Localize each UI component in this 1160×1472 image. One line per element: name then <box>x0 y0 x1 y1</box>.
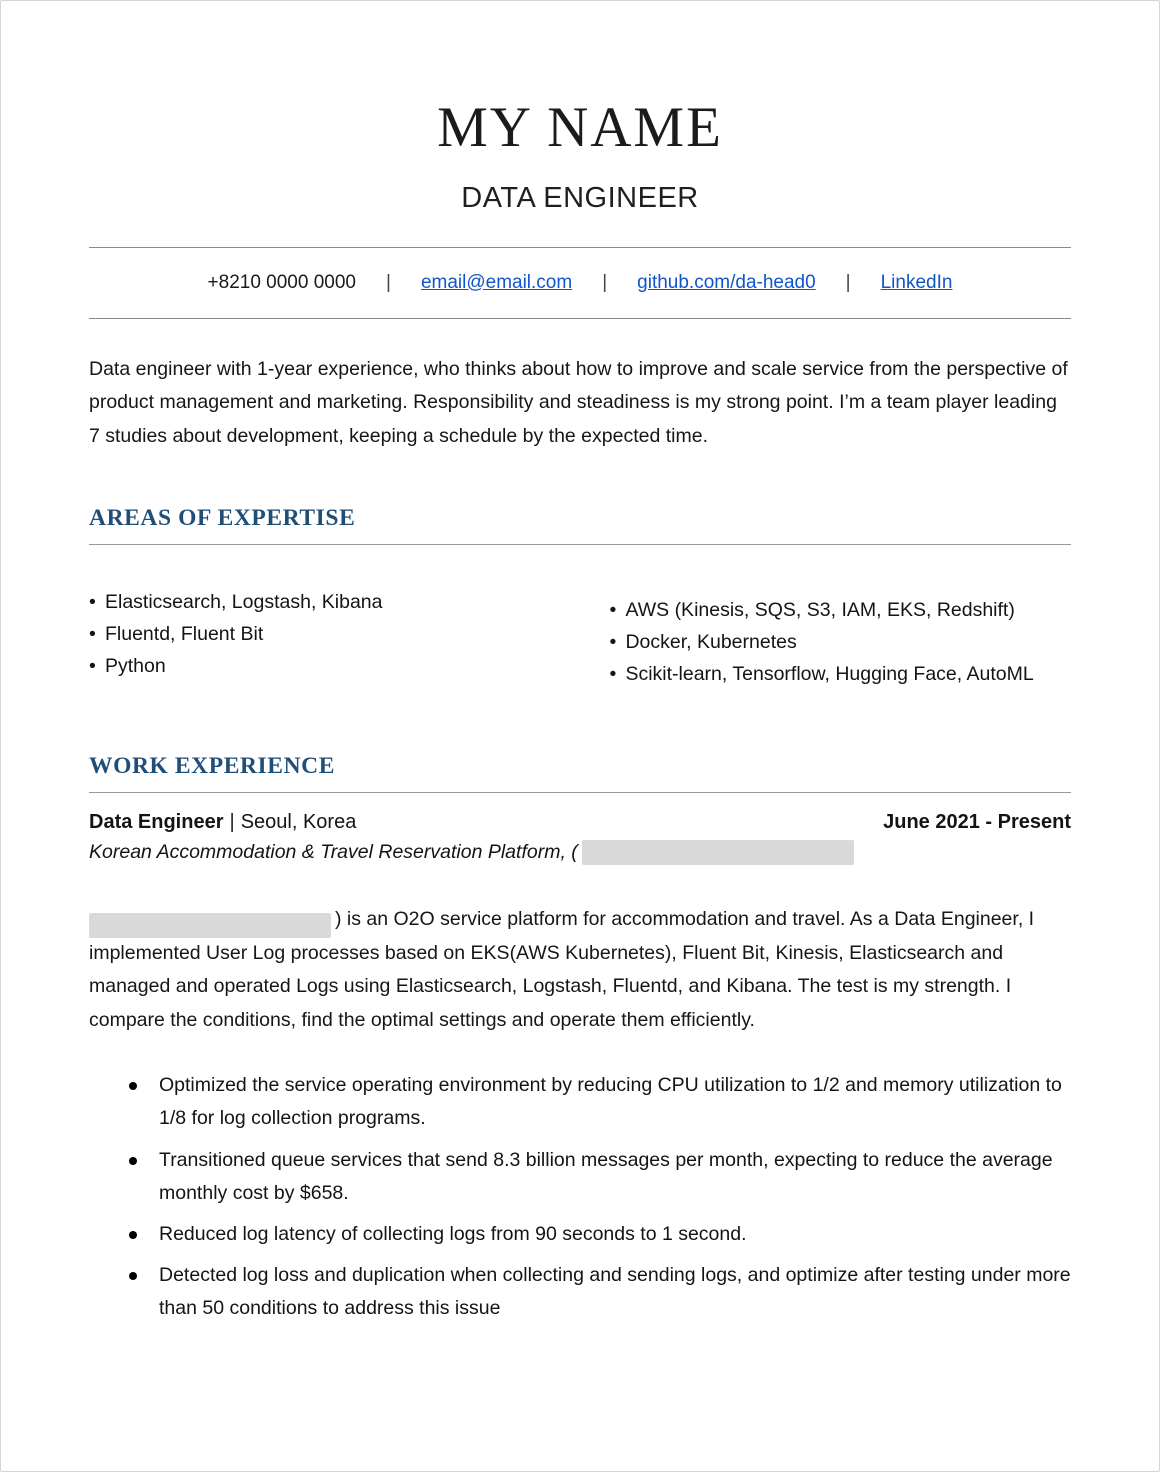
github-link[interactable]: github.com/da-head0 <box>637 271 816 293</box>
linkedin-link[interactable]: LinkedIn <box>880 271 953 293</box>
bullet-dot-icon <box>129 1272 137 1280</box>
achievement-text: Reduced log latency of collecting logs from 90 seconds to 1 second. <box>159 1222 747 1245</box>
list-item <box>609 595 1071 627</box>
skill-text: Python <box>105 655 166 678</box>
expertise-column-right <box>609 595 1071 691</box>
job-title: Data Engineer <box>89 811 224 834</box>
list-item <box>89 587 609 619</box>
job-dates: June 2021 - Present <box>883 811 1071 834</box>
achievement-text: Optimized the service operating environment by reducing CPU utilization to 1/2 and memory utilization to 1/8 for log collection programs. <box>159 1074 1062 1130</box>
bullet-glyph: • <box>89 655 96 678</box>
skill-list-left <box>89 587 609 683</box>
list-item <box>89 1069 1071 1135</box>
skill-text: Scikit-learn, Tensorflow, Hugging Face, AutoML <box>625 663 1034 686</box>
section-divider <box>89 792 1071 793</box>
bullet-glyph: • <box>89 623 96 646</box>
redacted-company-name <box>582 840 854 865</box>
list-item <box>609 627 1071 659</box>
redacted-company-name <box>89 913 331 938</box>
skill-text: AWS (Kinesis, SQS, S3, IAM, EKS, Redshift) <box>625 599 1015 622</box>
section-heading-expertise: AREAS OF EXPERTISE <box>89 505 356 532</box>
job-achievements-list <box>89 1069 1071 1325</box>
contact-row <box>89 248 1071 318</box>
list-item <box>89 1144 1071 1210</box>
skill-text: Docker, Kubernetes <box>625 631 797 654</box>
company-description: Korean Accommodation & Travel Reservation Platform, ( <box>89 841 578 864</box>
achievement-text: Detected log loss and duplication when collecting and sending logs, and optimize after testing under more than 50 conditions to address this issue <box>159 1264 1071 1320</box>
divider-line <box>89 318 1071 319</box>
achievement-text: Transitioned queue services that send 8.3 billion messages per month, expecting to reduce the average monthly cost by $658. <box>159 1148 1053 1204</box>
contact-separator: | <box>602 271 608 293</box>
list-item <box>89 1259 1071 1325</box>
job-description-text: ) is an O2O service platform for accommodation and travel. As a Data Engineer, I implemented User Log processes based on EKS(AWS Kubernetes), Fluent Bit, Kinesis, Elasticsearch and managed and operated Logs using Elasticsearch, Logstash, Fluentd, and Kibana. The test is my strength. I compare the conditions, find the optimal settings and operate them efficiently. <box>89 908 1035 1031</box>
company-line <box>89 840 1071 865</box>
job-location: Seoul, Korea <box>240 811 357 834</box>
contact-separator: | <box>386 271 391 293</box>
contact-separator: | <box>845 271 851 293</box>
list-item <box>89 1218 1071 1251</box>
job-separator: | <box>229 811 235 834</box>
expertise-column-left <box>89 587 609 691</box>
section-heading-work: WORK EXPERIENCE <box>89 753 335 780</box>
skill-text: Elasticsearch, Logstash, Kibana <box>105 591 383 614</box>
resume-role: DATA ENGINEER <box>461 181 699 214</box>
summary-paragraph: Data engineer with 1-year experience, who thinks about how to improve and scale service from the perspective of product management and marketing. Responsibility and steadiness is my strong point. I’m a team player leading 7 studies about development, keeping a schedule by the expected time. <box>89 357 1068 447</box>
bullet-glyph: • <box>609 631 617 654</box>
job-header-row <box>89 811 1071 834</box>
bullet-dot-icon <box>129 1231 137 1239</box>
bullet-glyph: • <box>609 663 617 686</box>
resume-name: MY NAME <box>437 96 723 159</box>
email-link[interactable]: email@email.com <box>420 271 573 293</box>
skill-list-right <box>609 595 1071 691</box>
list-item <box>89 619 609 651</box>
job-title-line <box>89 811 356 834</box>
bullet-glyph: • <box>609 599 617 622</box>
list-item <box>609 659 1071 691</box>
bullet-dot-icon <box>129 1157 137 1165</box>
job-description <box>89 903 1071 1037</box>
phone-number: +8210 0000 0000 <box>207 271 356 293</box>
section-divider <box>89 544 1071 545</box>
bullet-dot-icon <box>129 1082 137 1090</box>
list-item <box>89 651 609 683</box>
skill-text: Fluentd, Fluent Bit <box>105 623 264 646</box>
bullet-glyph: • <box>89 591 96 614</box>
expertise-columns <box>89 587 1071 691</box>
